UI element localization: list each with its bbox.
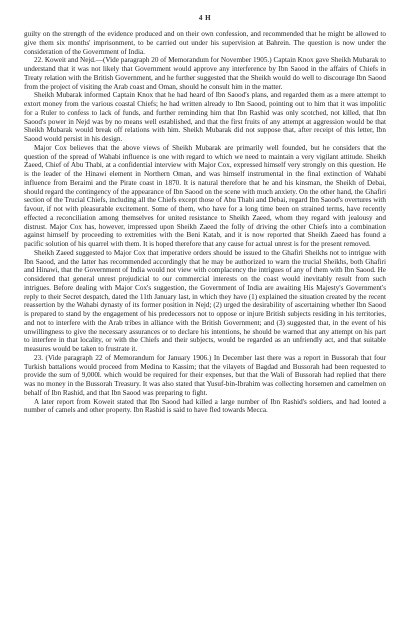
paragraph-2: 22. Koweit and Nejd.—(Vide paragraph 20 of Memorandum for November 1905.) Captain Knox gave Sheikh Mubarak to understand that it was not likely that Government would approve any interference by Ibn Saood in the affairs of Chiefs in Treaty relation with the British Government, and he further suggested that the Sheikh would do well to discourage Ibn Saood from the project of visiting the Arab coast and Oman, should he consult him in the matter.: [24, 56, 386, 91]
paragraph-7: A later report from Koweit stated that Ibn Saood had killed a large number of Ibn Rashid's soldiers, and had looted a number of camels and other property. Ibn Rashid is said to have fled towards Mecca.: [24, 397, 386, 415]
paragraph-3: Sheikh Mubarak informed Captain Knox that he had heard of Ibn Saood's plans, and regarded them as a mere attempt to extort money from the various coastal Chiefs; he had written already to Ibn Saood, pointing out to him that it was impolitic for a Ruler to confess to lack of funds, and further reminding him that Ibn Rashid was only scotched, not killed, that Ibn Saood's power in Nejd was by no means well established, and that the first fruits of any attempt at aggression would be that Sheikh Mubarak would break off relations with him. Sheikh Mubarak did not suppose that, after receipt of this letter, Ibn Saood would persist in his design.: [24, 91, 386, 143]
paragraph-5: Sheikh Zaeed suggested to Major Cox that imperative orders should be issued to the Ghafiri Sheikhs not to intrigue with Ibn Saood, and the latter has recommended accordingly that he may be authorized to warn the trucial Sheikhs, both Ghafiri and Hinawi, that the Government of India would not view with complacency the intrigues of any of them with Ibn Saood. He considered that general unrest prejudicial to our commercial interests on the coast would inevitably result from such intrigues. Before dealing with Major Cox's suggestion, the Government of India are awaiting His Majesty's Government's reply to their Secret despatch, dated the 11th January last, in which they have (1) explained the situation created by the recent reassertion by the Wahabi dynasty of its former position in Nejd; (2) urged the desirability of ascertaining whether Ibn Saood is prepared to stand by the engagement of his predecessors not to oppose or injure British subjects residing in his territories, and not to interfere with the Arab tribes in alliance with the British Government; and (3) suggested that, in the event of his unwillingness to give the necessary assurances or to declare his intentions, he should be warned that any attempt on his part to interfere in that locality, or with the Chiefs and their subjects, would be regarded as an unfriendly act, and that suitable measures would be taken to frustrate it.: [24, 248, 386, 353]
paragraph-6: 23. (Vide paragraph 22 of Memorandum for January 1906.) In December last there was a report in Bussorah that four Turkish battalions would proceed from Medina to Kassim; that the vilayets of Bagdad and Bussorah had been requested to provide the sum of 9,000l. which would be required for their expenses, but that the Wali of Bussorah had replied that there was no money in the Bussorah Treasury. It was also stated that Yusuf-bin-Ibrahim was collecting horsemen and camelmen on behalf of Ibn Rashid, and that Ibn Saood was preparing to fight.: [24, 353, 386, 397]
page-number: 4 H: [198, 14, 212, 22]
document-page: [24, 14, 386, 632]
paragraph-1: guilty on the strength of the evidence produced and on their own confession, and recommended that he might be allowed to give them six months' imprisonment, to be carried out under his supervision at Bahrein. The question is now under the consideration of the Government of India.: [24, 30, 386, 56]
paragraph-4: Major Cox believes that the above views of Sheikh Mubarak are primarily well founded, but he considers that the question of the spread of Wahabi influence is one with regard to which we need to maintain a very vigilant attitude. Sheikh Zaeed, Chief of Abu Thabi, at a confidential interview with Major Cox, expressed himself very strongly on this question. He is the leader of the Hinawi element in Northern Oman, and was himself instrumental in the final extinction of Wahabi influence from Beraimi and the Pirate coast in 1870. It is natural therefore that he and his kinsman, the Sheikh of Debai, should regard the contingency of the appearance of Ibn Saood on the scene with much anxiety. On the other hand, the Ghafiri section of the Trucial Chiefs, including all the Chiefs except those of Abu Thabi and Debai, regard Ibn Saood's overtures with favour, if not with pleasurable excitement. Some of them, who have for a long time been on strained terms, have recently effected a reconciliation among themselves for united resistance to Sheikh Zaeed, whom they regard with jealousy and distrust. Major Cox has, however, impressed upon Sheikh Zaeed the folly of driving the other Chiefs into a combination against himself by proceeding to extremities with the Beni Katab, and it is now reported that Sheikh Zaeed has found a pacific solution of his quarrel with them. It is hoped therefore that any cause for actual unrest is for the present removed.: [24, 143, 386, 248]
